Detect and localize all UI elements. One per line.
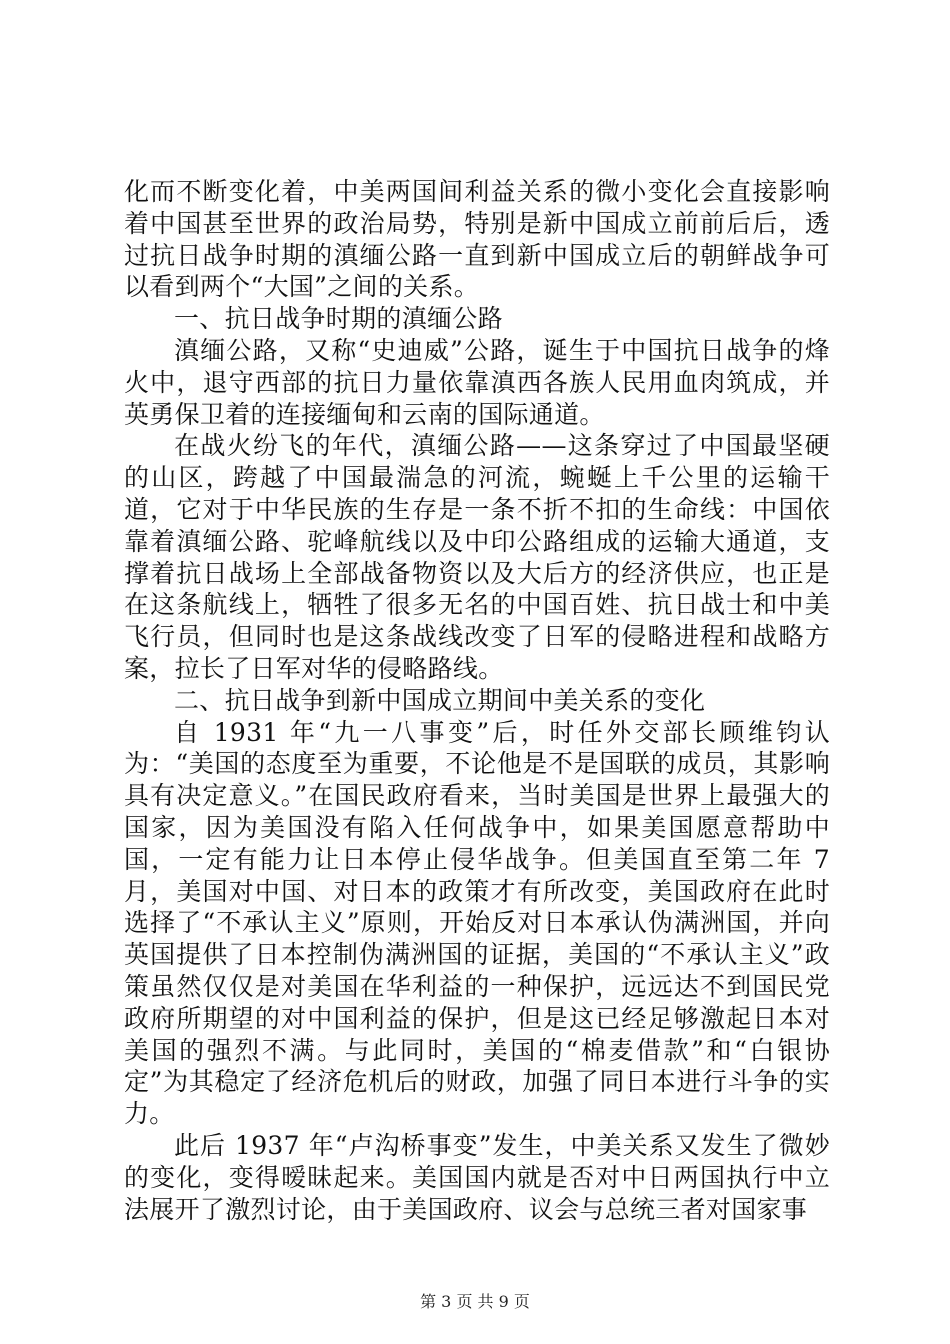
paragraph: 自 1931 年“九一八事变”后，时任外交部长顾维钧认为：“美国的态度至为重要，不论他是不是国联的成员，其影响具有决定意义。”在国民政府看来，当时美国是世界上最强大的国家，因为美国没有陷入任何战争中，如果美国愿意帮助中国，一定有能力让日本停止侵华战争。但美国直至第二年 7 月，美国对中国、对日本的政策才有所改变，美国政府在此时选择了“不承认主义”原则，开始反对日本承认伪满洲国，并向英国提供了日本控制伪满洲国的证据，美国的“不承认主义”政策虽然仅仅是对美国在华利益的一种保护，远远达不到国民党政府所期望的对中国利益的保护，但是这已经足够激起日本对美国的强烈不满。与此同时，美国的“棉麦借款”和“白银协定”为其稳定了经济危机后的财政，加强了同日本进行斗争的实力。 [124, 717, 830, 1129]
paragraph-continuation: 化而不断变化着，中美两国间利益关系的微小变化会直接影响着中国甚至世界的政治局势，特别是新中国成立前前后后，透过抗日战争时期的滇缅公路一直到新中国成立后的朝鲜战争可以看到两个“大国”之间的关系。 [124, 177, 830, 302]
page-number-label: 第 3 页 共 9 页 [420, 1292, 530, 1311]
document-body [124, 176, 830, 1225]
section-heading-2: 二、抗日战争到新中国成立期间中美关系的变化 [174, 685, 706, 715]
paragraph: 在战火纷飞的年代，滇缅公路——这条穿过了中国最坚硬的山区，跨越了中国最湍急的河流，蜿蜒上千公里的运输干道，它对于中华民族的生存是一条不折不扣的生命线：中国依靠着滇缅公路、驼峰航线以及中印公路组成的运输大通道，支撑着抗日战场上全部战备物资以及大后方的经济供应，也正是在这条航线上，牺牲了很多无名的中国百姓、抗日战士和中美飞行员，但同时也是这条战线改变了日军的侵略进程和战略方案，拉长了日军对华的侵略路线。 [124, 431, 830, 683]
page-footer [0, 1292, 950, 1312]
paragraph: 滇缅公路，又称“史迪威”公路，诞生于中国抗日战争的烽火中，退守西部的抗日力量依靠滇西各族人民用血肉筑成，并英勇保卫着的连接缅甸和云南的国际通道。 [124, 335, 830, 429]
section-heading-1: 一、抗日战争时期的滇缅公路 [174, 304, 503, 334]
paragraph: 此后 1937 年“卢沟桥事变”发生，中美关系又发生了微妙的变化，变得暧昧起来。美国国内就是否对中日两国执行中立法展开了激烈讨论，由于美国政府、议会与总统三者对国家事 [124, 1130, 830, 1224]
